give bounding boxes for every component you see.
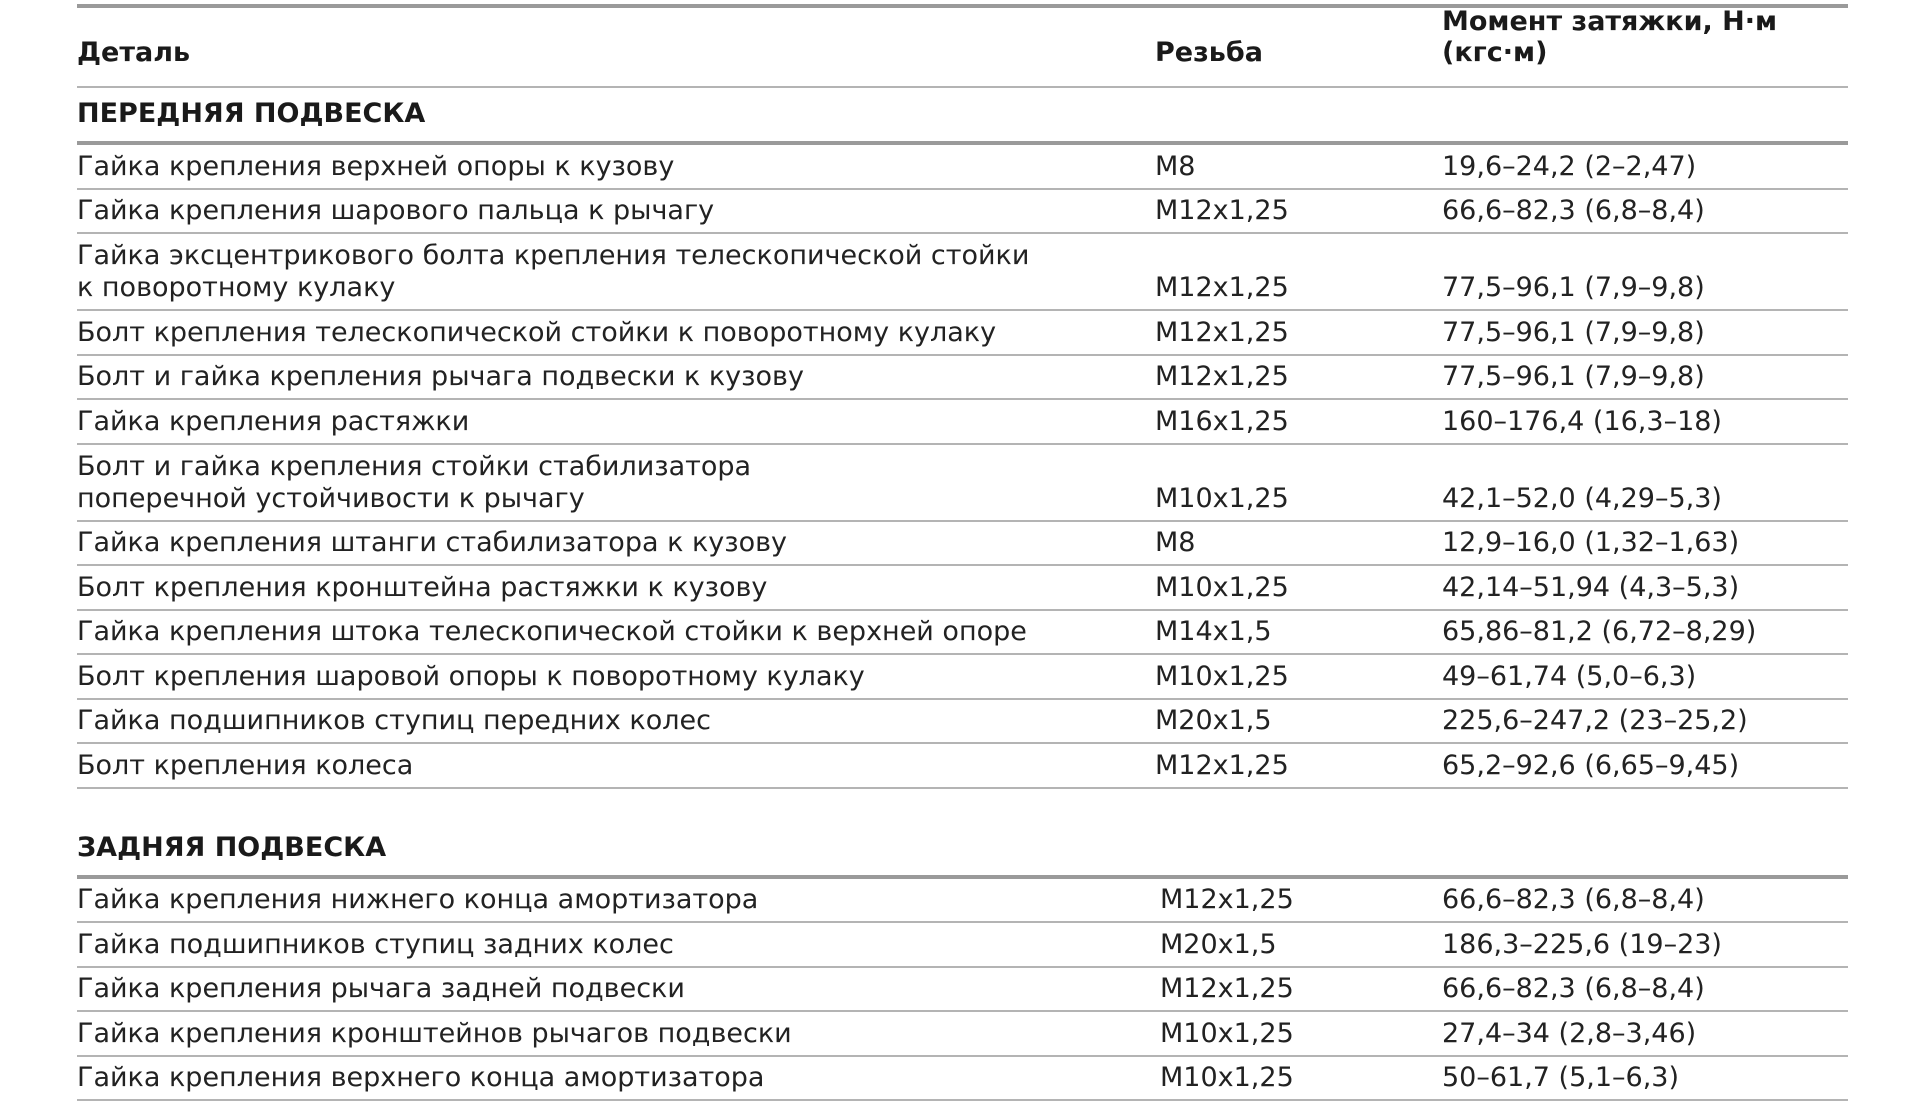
cell-part: Гайка крепления штока телескопической стойки к верхней опоре [77, 616, 1027, 647]
cell-part: Болт и гайка крепления рычага подвески к кузову [77, 361, 804, 392]
cell-part: Гайка крепления штанги стабилизатора к кузову [77, 527, 788, 558]
cell-part-line1: Болт и гайка крепления стойки стабилизатора [77, 450, 752, 482]
table-row [77, 744, 1848, 789]
cell-torque: 77,5–96,1 (7,9–9,8) [1442, 272, 1705, 303]
cell-part: Болт крепления колеса [77, 749, 414, 781]
cell-thread: М14х1,5 [1155, 616, 1272, 647]
cell-torque: 27,4–34 (2,8–3,46) [1442, 1017, 1697, 1049]
table-row [77, 1012, 1848, 1057]
cell-part: Гайка крепления верхнего конца амортизатора [77, 1062, 765, 1093]
cell-thread: М20х1,5 [1160, 928, 1277, 960]
cell-thread: М12х1,25 [1155, 749, 1289, 781]
table-row [77, 445, 1848, 522]
cell-torque: 12,9–16,0 (1,32–1,63) [1442, 527, 1740, 558]
cell-torque: 66,6–82,3 (6,8–8,4) [1442, 884, 1705, 915]
cell-thread: М16х1,25 [1155, 405, 1289, 437]
cell-torque: 42,1–52,0 (4,29–5,3) [1442, 482, 1722, 514]
cell-thread: М12х1,25 [1155, 361, 1289, 392]
cell-thread: М10х1,25 [1155, 660, 1289, 692]
cell-part-line2: поперечной устойчивости к рычагу [77, 482, 585, 514]
cell-part: Гайка крепления нижнего конца амортизатора [77, 884, 759, 915]
cell-part-line2: к поворотному кулаку [77, 272, 396, 303]
table-row [77, 311, 1848, 356]
cell-thread: М12х1,25 [1155, 316, 1289, 348]
cell-thread: М10х1,25 [1155, 571, 1289, 603]
rear-section [77, 879, 1848, 1102]
front-section [77, 145, 1848, 789]
cell-torque: 225,6–247,2 (23–25,2) [1442, 705, 1748, 736]
table-row [77, 879, 1848, 924]
header-torque: Момент затяжки, Н·м (кгс·м) [1442, 6, 1778, 68]
cell-part: Гайка крепления верхней опоры к кузову [77, 150, 675, 182]
table-row [77, 611, 1848, 656]
cell-thread: М10х1,25 [1155, 482, 1289, 514]
cell-thread: М10х1,25 [1160, 1062, 1294, 1093]
cell-thread: М12х1,25 [1155, 195, 1289, 226]
cell-torque: 160–176,4 (16,3–18) [1442, 405, 1722, 437]
cell-thread: М20х1,5 [1155, 705, 1272, 736]
cell-part: Гайка крепления рычага задней подвески [77, 973, 685, 1004]
cell-part-line1: Гайка эксцентрикового болта крепления телескопической стойки [77, 240, 1030, 271]
cell-part: Гайка подшипников ступиц передних колес [77, 705, 711, 736]
cell-torque: 66,6–82,3 (6,8–8,4) [1442, 195, 1705, 226]
torque-table [77, 0, 1848, 1101]
cell-torque: 65,86–81,2 (6,72–8,29) [1442, 616, 1757, 647]
cell-part: Болт крепления кронштейна растяжки к кузову [77, 571, 768, 603]
cell-thread: М8 [1155, 150, 1196, 182]
cell-part: Гайка крепления шарового пальца к рычагу [77, 195, 715, 226]
cell-torque: 186,3–225,6 (19–23) [1442, 928, 1722, 960]
cell-part: Гайка подшипников ступиц задних колес [77, 928, 674, 960]
table-row [77, 234, 1848, 311]
table-row [77, 145, 1848, 190]
cell-part [77, 451, 1155, 520]
cell-torque: 77,5–96,1 (7,9–9,8) [1442, 361, 1705, 392]
header-part: Деталь [77, 37, 191, 68]
section-title-rear: ЗАДНЯЯ ПОДВЕСКА [77, 789, 1848, 879]
cell-part: Болт крепления телескопической стойки к поворотному кулаку [77, 316, 997, 348]
section-title-front: ПЕРЕДНЯЯ ПОДВЕСКА [77, 88, 1848, 145]
cell-thread: М10х1,25 [1160, 1017, 1294, 1049]
cell-part: Гайка крепления растяжки [77, 405, 470, 437]
cell-torque: 50–61,7 (5,1–6,3) [1442, 1062, 1680, 1093]
cell-thread: М12х1,25 [1155, 272, 1289, 303]
cell-torque: 65,2–92,6 (6,65–9,45) [1442, 749, 1740, 781]
cell-part [77, 240, 1155, 309]
cell-thread: М12х1,25 [1160, 973, 1294, 1004]
table-row [77, 655, 1848, 700]
cell-torque: 42,14–51,94 (4,3–5,3) [1442, 571, 1740, 603]
table-row [77, 566, 1848, 611]
cell-torque: 66,6–82,3 (6,8–8,4) [1442, 973, 1705, 1004]
cell-torque: 49–61,74 (5,0–6,3) [1442, 660, 1697, 692]
table-header [77, 8, 1848, 88]
table-row [77, 400, 1848, 445]
table-row [77, 968, 1848, 1013]
cell-thread: М8 [1155, 527, 1196, 558]
cell-thread: М12х1,25 [1160, 884, 1294, 915]
table-row [77, 1057, 1848, 1102]
cell-part: Гайка крепления кронштейнов рычагов подвески [77, 1017, 792, 1049]
cell-part: Болт крепления шаровой опоры к поворотному кулаку [77, 660, 865, 692]
header-thread: Резьба [1155, 37, 1263, 68]
cell-torque: 77,5–96,1 (7,9–9,8) [1442, 316, 1705, 348]
table-row [77, 700, 1848, 745]
table-row [77, 356, 1848, 401]
table-row [77, 923, 1848, 968]
table-row [77, 522, 1848, 567]
table-row [77, 190, 1848, 235]
cell-torque: 19,6–24,2 (2–2,47) [1442, 150, 1697, 182]
